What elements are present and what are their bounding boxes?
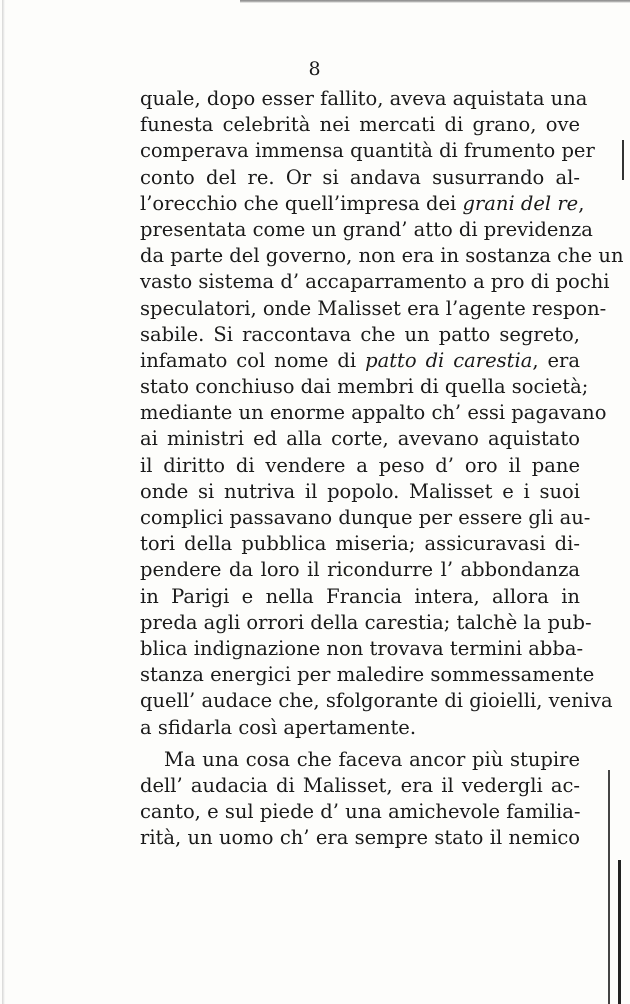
text-line: stato conchiuso dai membri di quella società; xyxy=(140,375,589,399)
text-line: in Parigi e nella Francia intera, allora in xyxy=(140,584,580,608)
italic-phrase: grani del re xyxy=(462,191,579,215)
text-line: ai ministri ed alla corte, avevano aquistato xyxy=(140,427,580,451)
text-run: infamato col nome di xyxy=(140,348,366,372)
text-run: , xyxy=(578,191,585,215)
text-line xyxy=(140,348,580,374)
page-edge-shadow-left xyxy=(2,0,5,1004)
text-line: conto del re. Or si andava susurrando al- xyxy=(140,165,580,189)
text-line: onde si nutriva il popolo. Malisset e i suoi xyxy=(140,479,580,503)
body-text xyxy=(140,86,624,851)
page-number: 8 xyxy=(308,58,322,80)
text-line: presentata come un grand’ atto di previdenza xyxy=(140,217,593,241)
text-line: tori della pubblica miseria; assicuravasi di- xyxy=(140,532,580,556)
text-line: quale, dopo esser fallito, aveva aquistata una xyxy=(140,87,588,110)
page-edge-shadow-top xyxy=(240,0,630,3)
text-line: funesta celebrità nei mercati di grano, ove xyxy=(140,113,580,137)
text-line: dell’ audacia di Malisset, era il vedergli ac- xyxy=(140,773,580,797)
text-line: vasto sistema d’ accaparramento a pro di pochi xyxy=(140,270,610,294)
text-line: canto, e sul piede d’ una amichevole familia- xyxy=(140,800,581,824)
italic-phrase: patto di carestia xyxy=(365,348,533,372)
text-run: , era xyxy=(532,348,580,372)
text-line: speculatori, onde Malisset era l’agente respon- xyxy=(140,296,607,320)
text-line: Ma una cosa che faceva ancor più stupire xyxy=(164,747,580,771)
page-edge-mark xyxy=(608,770,610,1004)
text-line xyxy=(140,191,585,217)
paragraph xyxy=(140,747,580,852)
paragraph xyxy=(140,86,624,741)
text-line: preda agli orrori della carestia; talchè la pub- xyxy=(140,610,592,634)
text-line: pendere da loro il ricondurre l’ abbondanza xyxy=(140,558,580,582)
text-line: mediante un enorme appalto ch’ essi pagavano xyxy=(140,401,607,425)
text-line: complici passavano dunque per essere gli au- xyxy=(140,506,591,529)
text-line: da parte del governo, non era in sostanza che un xyxy=(140,244,624,268)
text-line: a sfidarla così apertamente. xyxy=(140,715,417,739)
text-line: stanza energici per maledire sommessamente xyxy=(140,663,595,687)
text-line: il diritto di vendere a peso d’ oro il pane xyxy=(140,453,580,477)
text-line: quell’ audace che, sfolgorante di gioielli, veniva xyxy=(140,689,613,713)
text-line: sabile. Si raccontava che un patto segreto, xyxy=(140,322,580,346)
page-edge-mark xyxy=(622,140,624,180)
text-run: l’orecchio che quell’impresa dei xyxy=(140,191,463,215)
text-line: blica indignazione non trovava termini abba- xyxy=(140,636,584,660)
text-line: comperava immensa quantità di frumento per xyxy=(140,139,595,163)
page-edge-mark xyxy=(618,860,621,1004)
text-line: rità, un uomo ch’ era sempre stato il nemico xyxy=(140,826,580,850)
